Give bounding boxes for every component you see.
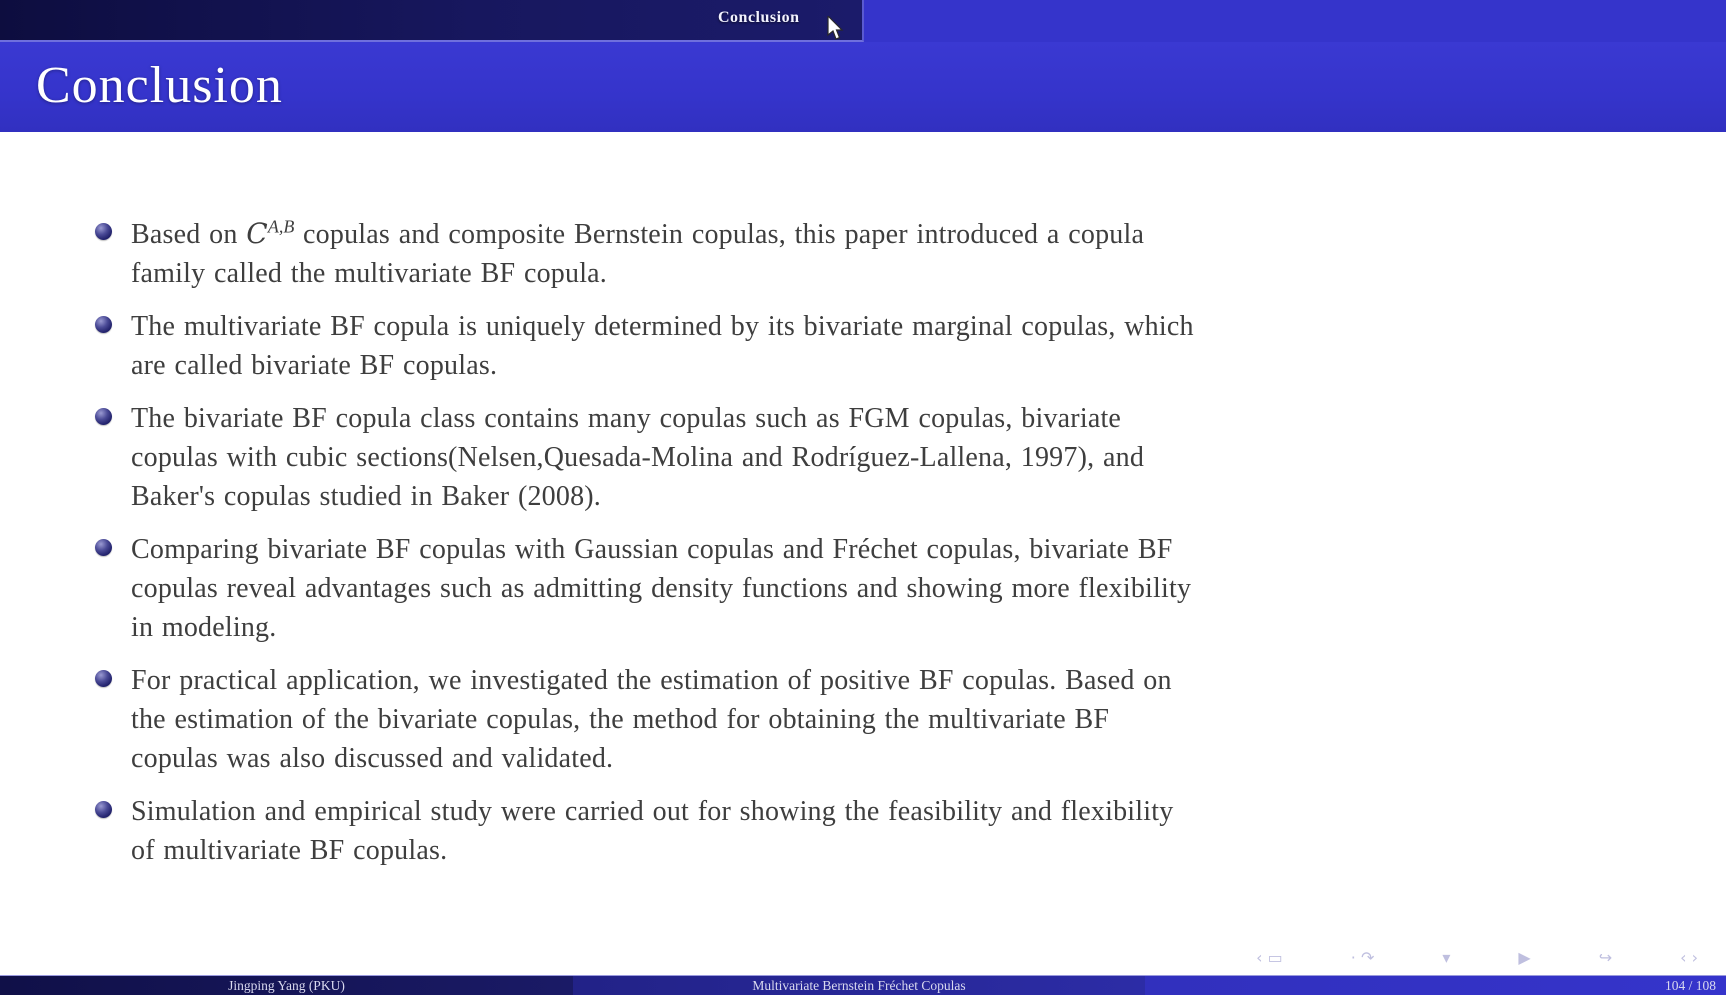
bullet-text: For practical application, we investigated the estimation of positive BF copulas. Based on the estimation of the bivariate copulas, the method for obtaining the multivariate BF copulas was also discussed and validated. [131, 665, 1172, 774]
footer-bar [0, 975, 1726, 995]
bullet-item [95, 792, 1566, 870]
bullet-text: Based on $C^{A,B}$ copulas and composite Bernstein copulas, this paper introduced a copula family called the multivariate BF copula. [131, 216, 1145, 289]
footer-deck-title: Multivariate Bernstein Fréchet Copulas [573, 976, 1145, 995]
bullet-text: The bivariate BF copula class contains many copulas such as FGM copulas, bivariate copulas with cubic sections(Nelsen,Quesada-Molina and Rodríguez-Lallena, 1997), and Baker's copulas studied in Baker (2008). [131, 403, 1145, 512]
page-title: Conclusion [36, 57, 283, 114]
nav-section-conclusion[interactable]: Conclusion [718, 9, 800, 26]
search-nav-icon[interactable]: ‹ › [1680, 947, 1698, 967]
appendix-nav-icon[interactable]: ↪ [1598, 947, 1613, 967]
bullet-item [95, 661, 1566, 778]
bullet-item [95, 307, 1566, 385]
subsection-nav-icon[interactable]: ▾ [1442, 947, 1451, 967]
math-variable: C [246, 217, 268, 250]
bullet-item [95, 399, 1566, 516]
bullet-ball-icon [95, 670, 112, 687]
mouse-cursor-icon [826, 16, 848, 42]
bullet-list [0, 132, 1726, 938]
math-superscript: A,B [267, 216, 295, 237]
footer-author: Jingping Yang (PKU) [0, 976, 573, 995]
section-nav-icon[interactable]: ▶ [1518, 947, 1531, 967]
footer-page-number: 104 / 108 [1145, 976, 1726, 995]
frame-nav-icon[interactable]: · ↷ [1350, 947, 1375, 967]
bullet-item [95, 530, 1566, 647]
bullet-text: Simulation and empirical study were carried out for showing the feasibility and flexibility of multivariate BF copulas. [131, 796, 1174, 866]
bullet-item [95, 214, 1566, 293]
bullet-text: The multivariate BF copula is uniquely determined by its bivariate marginal copulas, which are called bivariate BF copulas. [131, 311, 1194, 381]
slide-title-bar [0, 42, 1726, 132]
bullet-ball-icon [95, 539, 112, 556]
bullet-ball-icon [95, 223, 112, 240]
bullet-ball-icon [95, 316, 112, 333]
slide-nav-icon[interactable]: ‹ ▭ [1256, 947, 1283, 967]
bullet-text: Comparing bivariate BF copulas with Gaussian copulas and Fréchet copulas, bivariate BF copulas reveal advantages such as admitting density functions and showing more flexibility in modeling. [131, 534, 1192, 643]
beamer-navigation-symbols [1086, 938, 1726, 976]
bullet-ball-icon [95, 408, 112, 425]
top-navigation-bar [0, 0, 1726, 42]
bullet-ball-icon [95, 801, 112, 818]
